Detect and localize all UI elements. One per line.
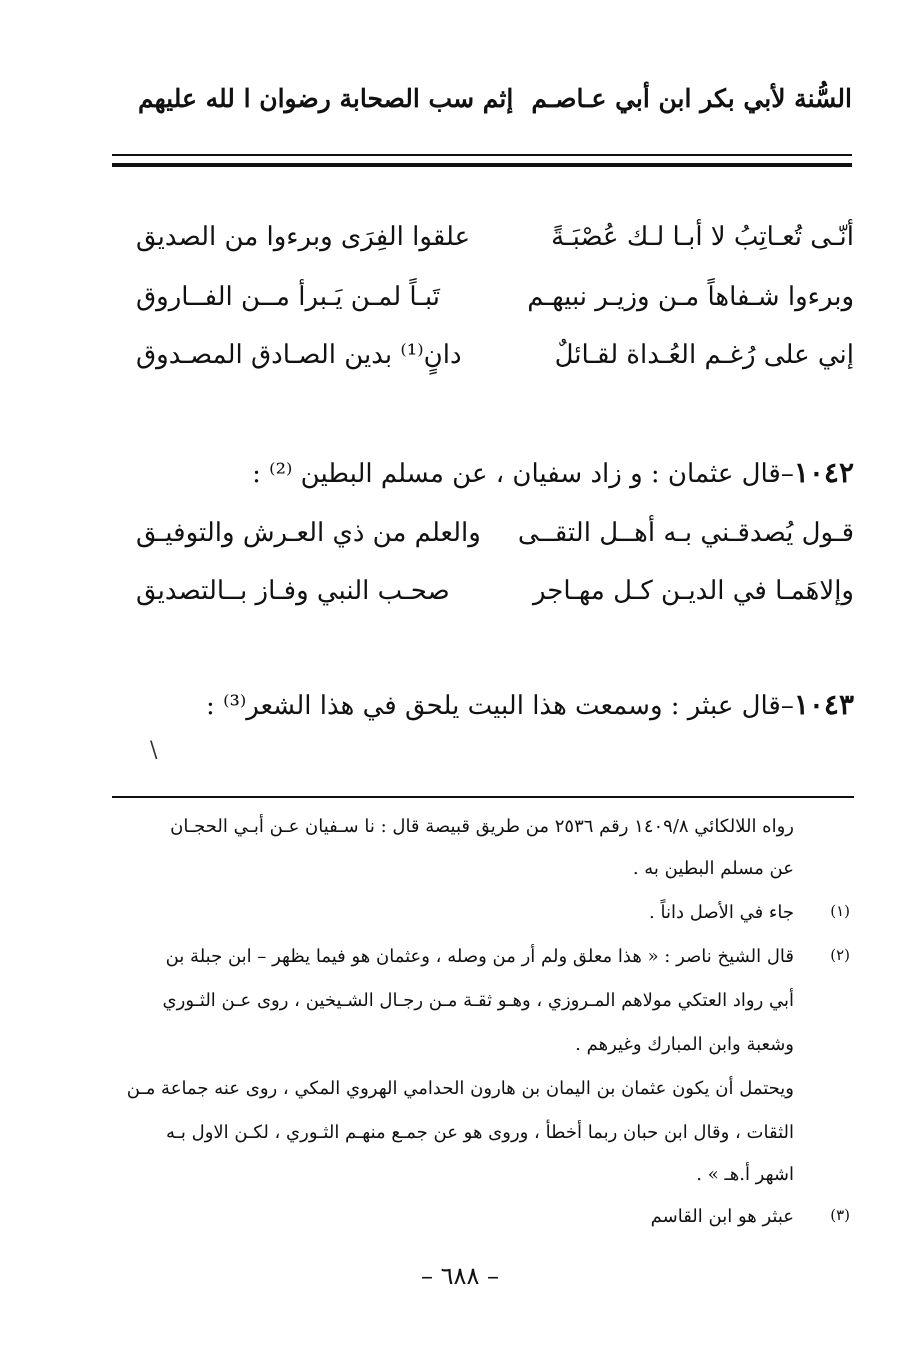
entry-1042-text: –قال عثمان : و زاد سفيان ، عن مسلم البطين ⁽²⁾ : [252, 459, 794, 489]
footnote-2-line-5: الثقات ، وقال ابن حبان ربما أخطأ ، وروى هو عن جمـع منهـم الثـوري ، لكـن الاول بـه [165, 1122, 794, 1143]
poem2-verse-1-left: والعلم من ذي العـرش والتوفيـق [136, 518, 481, 548]
poem1-verse-3-right: إني على رُغـم العُـداة لقـائلٌ [554, 340, 854, 370]
stray-mark: \ [150, 738, 158, 763]
poem2-verse-1-right: قـول يُصدقـني بـه أهــل التقــى [517, 518, 854, 548]
footnote-intro-line-2: عن مسلم البطين به . [632, 858, 794, 879]
footnote-3-line-1: عبثر هو ابن القاسم [650, 1206, 794, 1227]
poem1-verse-3-left: دانٍ⁽¹⁾ بدين الصـادق المصـدوق [136, 340, 462, 370]
footnote-rule [112, 796, 854, 798]
entry-1043-text: –قال عبثر : وسمعت هذا البيت يلحق في هذا الشعر⁽³⁾ : [206, 691, 794, 721]
entry-1043 [206, 688, 854, 721]
entry-1042-number: ١٠٤٢ [793, 456, 854, 489]
poem2-verse-2-left: صحـب النبي وفـاز بــالتصديق [136, 576, 450, 606]
poem1-verse-1-left: علقوا الفِرَى وبرءوا من الصديق [136, 222, 471, 252]
poem1-verse-2-right: وبرءوا شـفاهاً مـن وزيـر نبيهـم [527, 282, 854, 312]
book-title: السُّنة لأبي بكر ابن أبي عـاصـم [531, 84, 852, 113]
chapter-title: إثم سب الصحابة رضوان ا لله عليهم [138, 84, 514, 113]
entry-1042 [252, 456, 854, 489]
footnote-1-number: (١) [830, 902, 850, 920]
footnote-2-line-6: اشهر أ.هـ » . [696, 1164, 794, 1185]
footnote-1-line-1: جاء في الأصل داناً . [649, 902, 794, 923]
entry-1043-number: ١٠٤٣ [793, 688, 854, 721]
header-rule-thick [112, 163, 852, 167]
poem2-verse-2-right: وإلاهَمـا في الديـن كـل مهـاجر [532, 576, 854, 606]
footnote-2-line-3: وشعبة وابن المبارك وغيرهم . [575, 1034, 794, 1055]
footnote-2-number: (٢) [830, 946, 850, 964]
footnote-2-line-4: ويحتمل أن يكون عثمان بن اليمان بن هارون الحدامي الهروي المكي ، روى عنه جماعة مـن [126, 1078, 794, 1099]
footnote-2-line-2: أبي رواد العتكي مولاهم المـروزي ، وهـو ثقـة مـن رجـال الشـيخين ، روى عـن الثـوري [162, 990, 794, 1011]
footnote-intro-line-1: رواه اللالكائي ١٤٠٩/٨ رقم ٢٥٣٦ من طريق قبيصة قال : نا سـفيان عـن أبـي الحجـان [170, 816, 794, 837]
header-rule-thin [112, 154, 852, 156]
poem1-verse-2-left: تَبـاً لمـن يَـبرأ مــن الفــاروق [136, 282, 441, 312]
footnote-3-number: (٣) [830, 1206, 850, 1224]
poem1-verse-1-right: أنّـى تُعـاتِبُ لا أبـا لـك عُصْبَـةً [551, 222, 854, 252]
page-number: – ٦٨٨ – [421, 1262, 499, 1290]
footnote-2-line-1: قال الشيخ ناصر : « هذا معلق ولم أر من وصله ، وعثمان هو فيما يظهر – ابن جبلة بن [165, 946, 794, 967]
